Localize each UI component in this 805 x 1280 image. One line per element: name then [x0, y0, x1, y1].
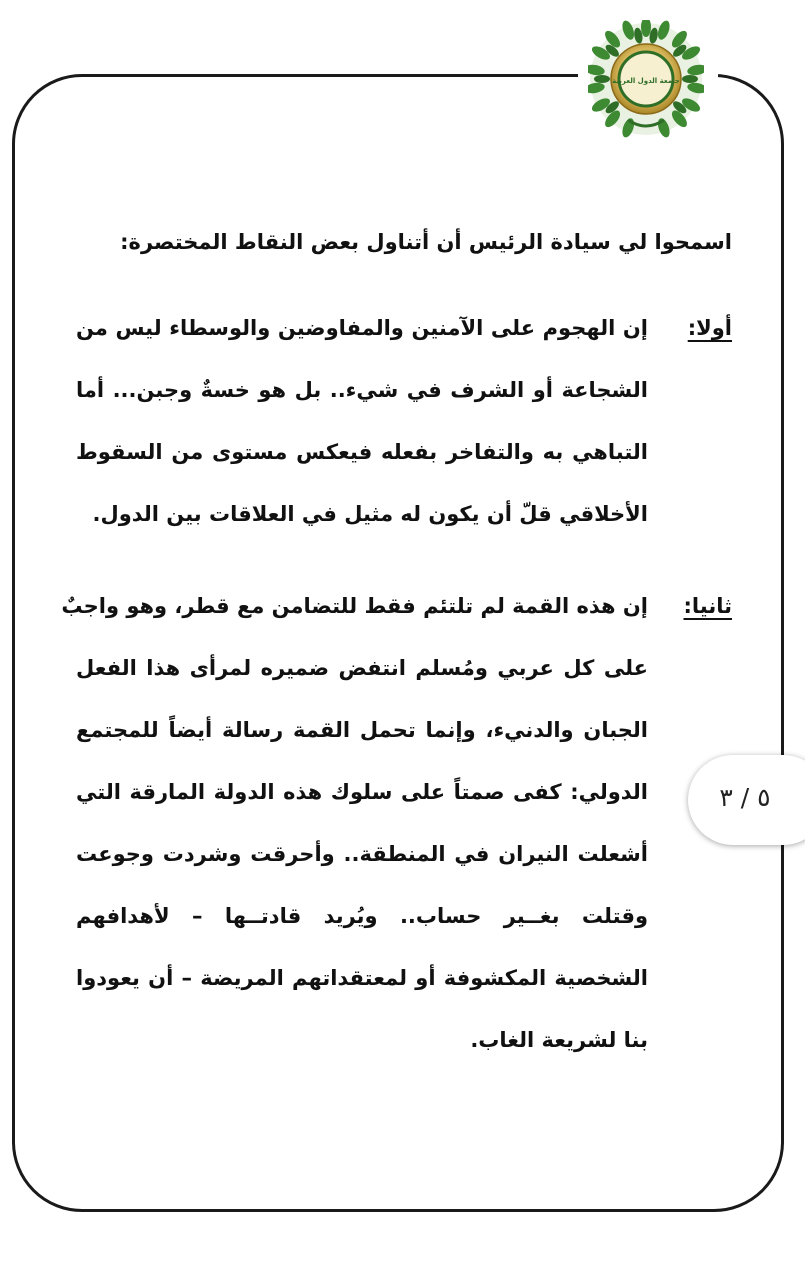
paragraph-line: إن هذه القمة لم تلتئم فقط للتضامن مع قطر، وهو واجبٌ	[61, 594, 648, 618]
paragraph-line: أشعلت النيران في المنطقة.. وأحرقت وشردت وجوعت	[76, 842, 648, 866]
paragraph-line: إن الهجوم على الآمنين والمفاوضين والوسطاء ليس من	[76, 316, 648, 340]
page-number: ٥ / ٣	[719, 783, 771, 812]
paragraph-line: الأخلاقي قلّ أن يكون له مثيل في العلاقات بين الدول.	[92, 502, 648, 526]
paragraph-line: الشخصية المكشوفة أو لمعتقداتهم المريضة – أن يعودوا	[76, 966, 648, 990]
emblem-text: جامعة الدول العربية	[612, 77, 680, 85]
paragraph-line: الجبان والدنيء، وإنما تحمل القمة رسالة أيضاً للمجتمع	[76, 718, 648, 742]
paragraph-line: الدولي: كفى صمتاً على سلوك هذه الدولة المارقة التي	[76, 780, 648, 804]
arab-league-emblem	[588, 20, 704, 138]
section-label: ثانيا:	[683, 594, 732, 618]
paragraph-line: وقتلت بغــير حساب.. ويُريد قادتــها – لأهدافهم	[76, 904, 648, 928]
paragraph-line: الشجاعة أو الشرف في شيء.. بل هو خسةٌ وجبن... أما	[76, 378, 648, 402]
paragraph-line: التباهي به والتفاخر بفعله فيعكس مستوى من السقوط	[76, 440, 648, 464]
section-body	[61, 575, 648, 1071]
section-label: أولا:	[687, 316, 732, 340]
paragraph-line: بنا لشريعة الغاب.	[470, 1028, 648, 1052]
paragraph-line: على كل عربي ومُسلم انتفض ضميره لمرأى هذا الفعل	[76, 656, 648, 680]
section-body	[76, 297, 648, 545]
intro-paragraph: اسمحوا لي سيادة الرئيس أن أتناول بعض النقاط المختصرة:	[120, 230, 732, 254]
